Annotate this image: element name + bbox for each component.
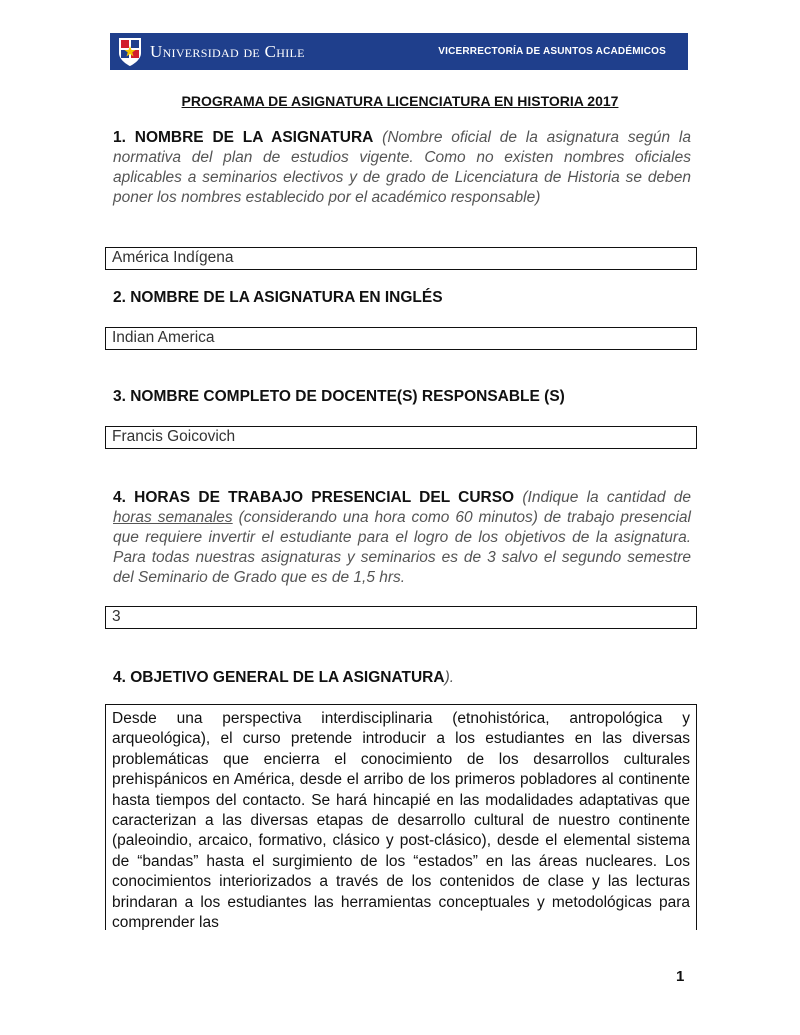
section-5-title: 4. OBJETIVO GENERAL DE LA ASIGNATURA [113, 669, 445, 686]
document-title: PROGRAMA DE ASIGNATURA LICENCIATURA EN HISTORIA 2017 [181, 93, 619, 109]
section-5-heading-suffix: ). [444, 669, 455, 686]
weekly-hours-value: 3 [112, 608, 121, 625]
section-1-hint: (Nombre oficial de la asignatura según la normativa del plan de estudios vigente. Como no existen nombres oficiales aplicables a seminarios electivos y de grado de Licenciatura de Historia se deben poner los nombres establecido por el académico responsable) [113, 129, 691, 206]
section-4-value-box [105, 606, 697, 629]
general-objective-text: Desde una perspectiva interdisciplinaria (etnohistórica, antropológica y arqueológica), el curso pretende introducir a los estudiantes en las diversas problemáticas que encierra el conocimiento de los desarrollos culturales prehispánicos en América, desde el arribo de los primeros pobladores al continente hasta tiempos del contacto. Se hará hincapié en las modalidades adaptativas que caracterizan a las diversas etapas de desarrollo cultural de nuestro continente (paleoindio, arcaico, formativo, clásico y post-clásico), desde el elemental sistema de “bandas” hasta el surgimiento de los “estados” en las áreas nucleares. Los conocimientos interiorizados a través de los contenidos de clase y las lecturas brindaran a los estudiantes las herramientas conceptuales y metodológicas para comprender las [112, 710, 690, 930]
page-number: 1 [676, 968, 685, 985]
section-1-value-box [105, 247, 697, 270]
university-name: Universidad de Chile [150, 41, 305, 61]
section-1-heading [113, 128, 691, 208]
section-4-title: 4. HORAS DE TRABAJO PRESENCIAL DEL CURSO [113, 489, 515, 506]
section-5-heading [113, 668, 691, 688]
section-2-heading [113, 288, 691, 308]
section-2-title: 2. NOMBRE DE LA ASIGNATURA EN INGLÉS [113, 289, 443, 306]
section-4-heading [113, 488, 691, 588]
section-2-value-box [105, 327, 697, 350]
logo-group [118, 37, 305, 67]
header-banner [110, 33, 688, 70]
course-name-value: América Indígena [112, 249, 234, 266]
general-objective-box [105, 704, 697, 930]
course-name-english-value: Indian America [112, 329, 215, 346]
university-shield-icon [118, 37, 142, 67]
section-4-hint-a: (Indique la cantidad de [522, 489, 691, 506]
section-3-value-box [105, 426, 697, 449]
teacher-name-value: Francis Goicovich [112, 428, 236, 445]
section-4-hint-underlined: horas semanales [113, 509, 233, 526]
section-3-heading [113, 387, 691, 407]
section-3-title: 3. NOMBRE COMPLETO DE DOCENTE(S) RESPONSABLE (S) [113, 388, 565, 405]
section-4-hint-b: (considerando una hora como 60 minutos) de trabajo presencial que requiere invertir el estudiante para el logro de los objetivos de la asignatura. Para todas nuestras asignaturas y seminarios es de 3 salvo el segundo semestre del Seminario de Grado que es de 1,5 hrs. [113, 509, 691, 586]
vicerrectoria-label: VICERRECTORÍA DE ASUNTOS ACADÉMICOS [438, 46, 666, 57]
section-1-title: 1. NOMBRE DE LA ASIGNATURA [113, 129, 374, 146]
